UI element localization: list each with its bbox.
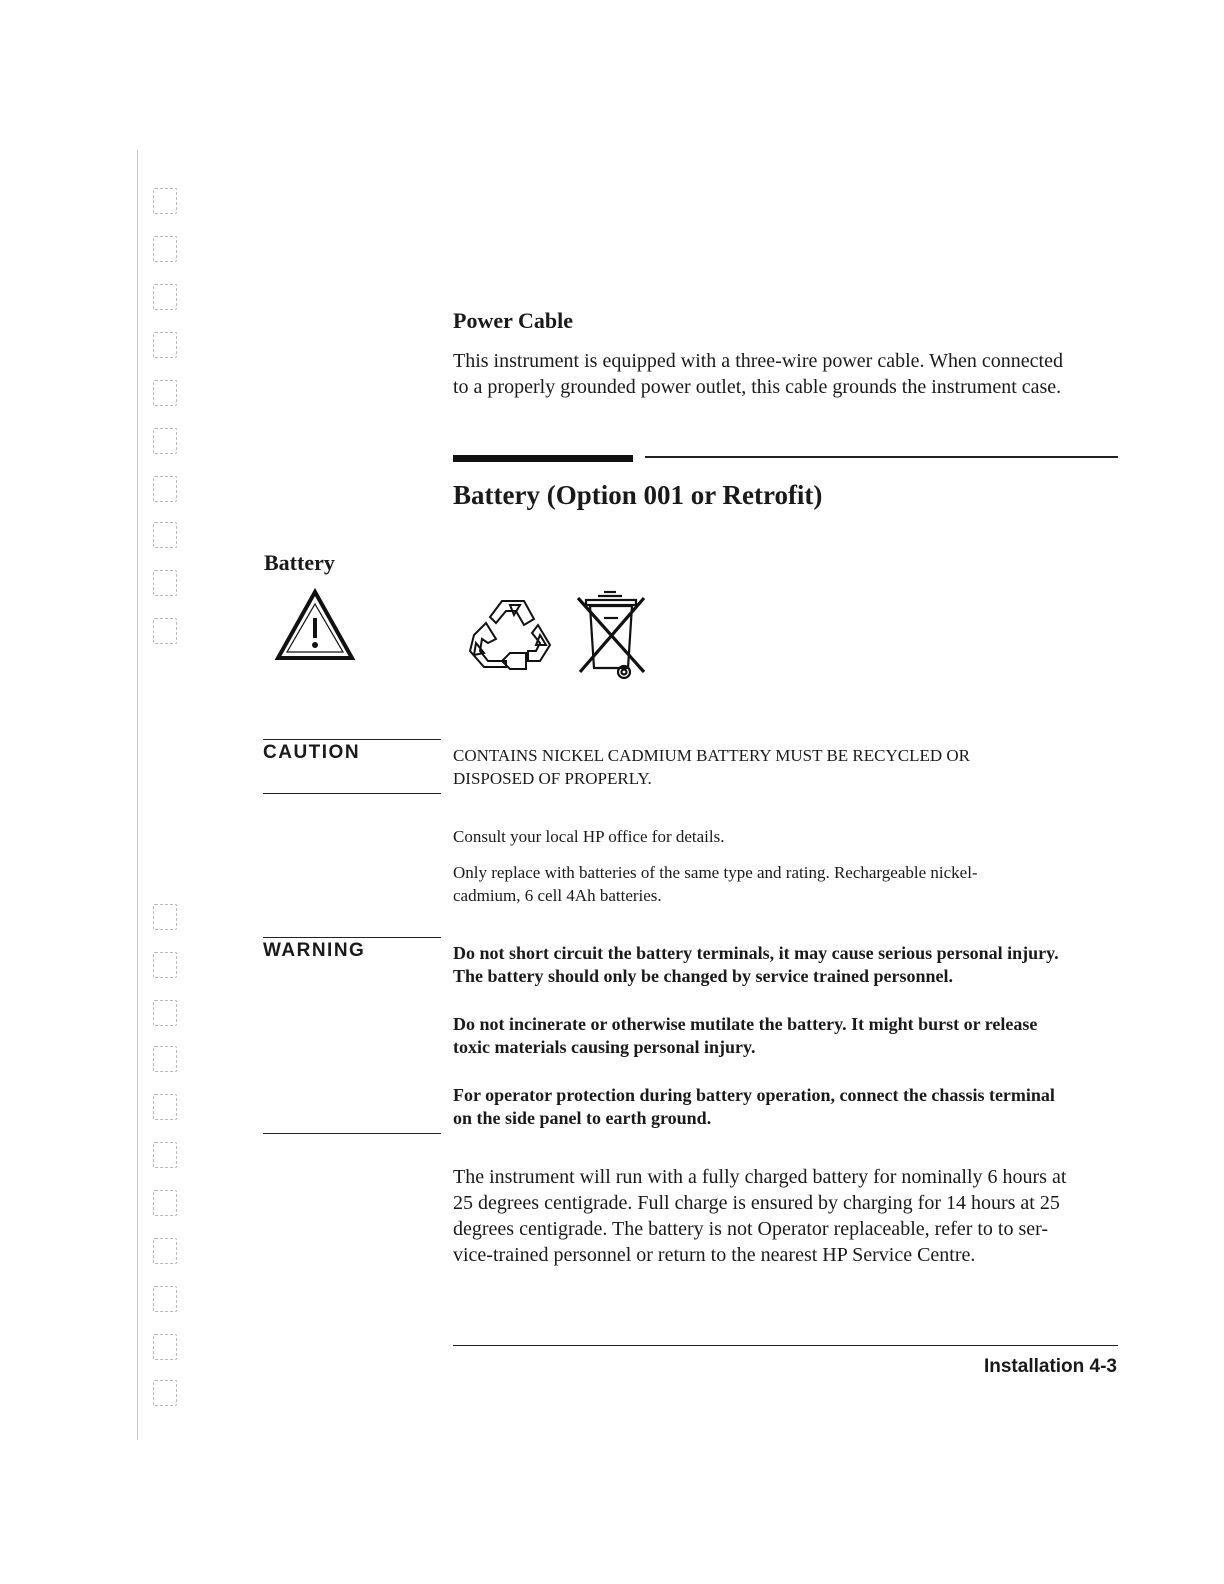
warning-line: on the side panel to earth ground. <box>453 1108 712 1128</box>
binder-hole <box>153 1334 177 1360</box>
binder-hole <box>153 1238 177 1264</box>
warning-top-rule <box>263 937 441 938</box>
binder-hole <box>153 428 177 454</box>
binder-hole <box>153 476 177 502</box>
footer-rule <box>453 1345 1118 1346</box>
replace-note <box>453 861 1113 907</box>
caution-bottom-rule <box>263 793 441 794</box>
binder-hole <box>153 188 177 214</box>
caution-line: CONTAINS NICKEL CADMIUM BATTERY MUST BE RECYCLED OR <box>453 746 971 765</box>
runtime-line: The instrument will run with a fully charged battery for nominally 6 hours at <box>453 1166 1067 1188</box>
warning-line: The battery should only be changed by service trained personnel. <box>453 966 954 986</box>
section-rule-thin <box>645 456 1118 458</box>
binder-hole <box>153 618 177 644</box>
warning-text <box>453 942 1123 1130</box>
binder-hole <box>153 236 177 262</box>
binder-hole <box>153 1000 177 1026</box>
binder-hole <box>153 332 177 358</box>
crossed-out-bin-icon <box>574 588 650 680</box>
warning-line: For operator protection during battery operation, connect the chassis terminal <box>453 1085 1055 1105</box>
section-rule-thick <box>453 455 633 462</box>
warning-label: WARNING <box>263 940 366 961</box>
binder-hole <box>153 1286 177 1312</box>
binder-hole <box>153 570 177 596</box>
binder-hole <box>153 380 177 406</box>
caution-label: CAUTION <box>263 742 361 763</box>
recycle-icon <box>466 595 556 671</box>
runtime-paragraph <box>453 1164 1133 1268</box>
warning-paragraph <box>453 1013 1123 1059</box>
runtime-line: vice-trained personnel or return to the nearest HP Service Centre. <box>453 1244 976 1266</box>
warning-paragraph <box>453 1084 1123 1130</box>
replace-note-line: Only replace with batteries of the same type and rating. Rechargeable nickel- <box>453 863 978 882</box>
binder-hole <box>153 284 177 310</box>
binder-hole <box>153 1190 177 1216</box>
power-cable-line: to a properly grounded power outlet, this cable grounds the instrument case. <box>453 376 1062 398</box>
binder-hole <box>153 522 177 548</box>
warning-line: toxic materials causing personal injury. <box>453 1037 756 1057</box>
runtime-line: degrees centigrade. The battery is not Operator replaceable, refer to to ser- <box>453 1218 1049 1240</box>
binder-hole <box>153 1046 177 1072</box>
binder-hole <box>153 1094 177 1120</box>
consult-note: Consult your local HP office for details. <box>453 827 725 846</box>
warning-line: Do not short circuit the battery terminals, it may cause serious personal injury. <box>453 943 1059 963</box>
caution-top-rule <box>263 739 441 740</box>
power-cable-text <box>453 348 1133 400</box>
caution-text <box>453 744 1113 790</box>
replace-note-line: cadmium, 6 cell 4Ah batteries. <box>453 886 662 905</box>
warning-line: Do not incinerate or otherwise mutilate the battery. It might burst or release <box>453 1014 1038 1034</box>
runtime-line: 25 degrees centigrade. Full charge is ensured by charging for 14 hours at 25 <box>453 1192 1060 1214</box>
battery-margin-label: Battery <box>264 550 335 575</box>
warning-bottom-rule <box>263 1133 441 1134</box>
warning-paragraph <box>453 942 1123 988</box>
battery-section-heading: Battery (Option 001 or Retrofit) <box>453 480 823 510</box>
binder-hole <box>153 1142 177 1168</box>
page-footer-label: Installation 4-3 <box>983 1356 1117 1377</box>
binder-hole <box>153 1380 177 1406</box>
binder-hole <box>153 952 177 978</box>
warning-triangle-icon <box>274 588 356 662</box>
power-cable-line: This instrument is equipped with a three-wire power cable. When connected <box>453 350 1063 372</box>
caution-line: DISPOSED OF PROPERLY. <box>453 769 652 788</box>
binder-hole <box>153 904 177 930</box>
binder-edge-line <box>137 150 138 1440</box>
power-cable-heading: Power Cable <box>453 308 573 333</box>
